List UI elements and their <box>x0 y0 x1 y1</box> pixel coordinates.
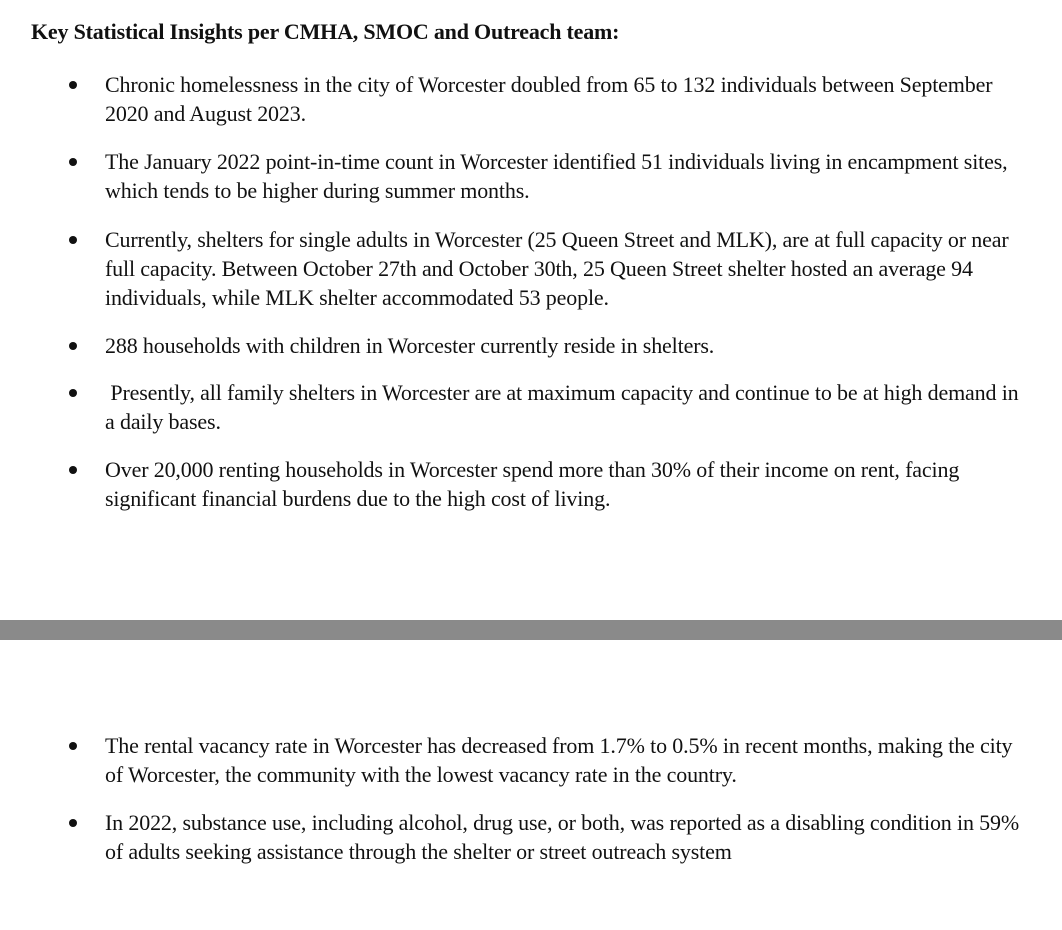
list-item-text: The January 2022 point-in-time count in Worcester identified 51 individuals living in encampment sites, which tends to be higher during summer months. <box>105 149 1008 203</box>
list-item-text: Over 20,000 renting households in Worcester spend more than 30% of their income on rent, facing significant financial burdens due to the high cost of living. <box>105 457 960 511</box>
list-item-text: Chronic homelessness in the city of Worcester doubled from 65 to 132 individuals between September 2020 and August 2023. <box>105 72 993 126</box>
bullet-icon <box>69 819 77 827</box>
bullet-icon <box>69 466 77 474</box>
bullet-icon <box>69 389 77 397</box>
list-item-text: 288 households with children in Worcester currently reside in shelters. <box>105 333 715 358</box>
list-item-text: Presently, all family shelters in Worcester are at maximum capacity and continue to be at high demand in a daily bases. <box>105 380 1024 434</box>
document-page-2 <box>0 640 1062 930</box>
list-item-text: Currently, shelters for single adults in Worcester (25 Queen Street and MLK), are at full capacity or near full capacity. Between October 27th and October 30th, 25 Queen Street shelter hosted an average 94 individuals, while MLK shelter accommodated 53 people. <box>105 227 1009 310</box>
bullet-icon <box>69 342 77 350</box>
bullet-icon <box>69 742 77 750</box>
list-item-text: The rental vacancy rate in Worcester has decreased from 1.7% to 0.5% in recent months, making the city of Worcester, the community with the lowest vacancy rate in the country. <box>105 733 1013 787</box>
bullet-icon <box>69 236 77 244</box>
bullet-icon <box>69 158 77 166</box>
list-item-text: In 2022, substance use, including alcohol, drug use, or both, was reported as a disabling condition in 59% of adults seeking assistance through the shelter or street outreach system <box>105 810 1020 864</box>
page-separator <box>0 620 1062 640</box>
bullet-icon <box>69 81 77 89</box>
section-heading: Key Statistical Insights per CMHA, SMOC and Outreach team: <box>31 19 620 44</box>
